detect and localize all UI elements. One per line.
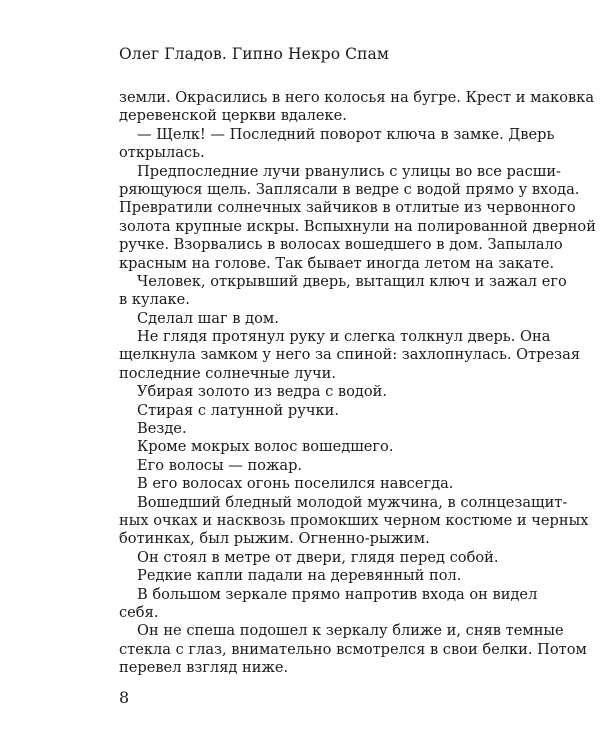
text-line: ручке. Взорвались в волосах вошедшего в дом. Запылало	[119, 236, 563, 254]
text-line: Сделал шаг в дом.	[137, 309, 279, 327]
running-header-title: Олег Гладов. Гипно Некро Спам	[119, 45, 390, 63]
text-line: Превратили солнечных зайчиков в отлитые из червонного	[119, 199, 576, 217]
text-line: Редкие капли падали на деревянный пол.	[137, 567, 462, 585]
text-line: Предпоследние лучи рванулись с улицы во все расши-	[137, 162, 561, 180]
text-line: Стирая с латунной ручки.	[137, 401, 339, 419]
text-line: ботинках, был рыжим. Огненно-рыжим.	[119, 530, 430, 548]
text-line: ных очках и насквозь промокших черном костюме и черных	[119, 511, 589, 529]
text-line: — Щелк! — Последний поворот ключа в замке. Дверь	[137, 125, 555, 143]
text-line: перевел взгляд ниже.	[119, 659, 289, 677]
text-line: Он не спеша подошел к зеркалу ближе и, сняв темные	[137, 622, 564, 640]
text-line: Не глядя протянул руку и слегка толкнул дверь. Она	[137, 328, 551, 346]
text-line: стекла с глаз, внимательно всмотрелся в свои белки. Потом	[119, 640, 587, 658]
text-line: В его волосах огонь поселился навсегда.	[137, 475, 454, 493]
text-line: золота крупные искры. Вспыхнули на полированной дверной	[119, 217, 596, 235]
text-line: Везде.	[137, 420, 187, 438]
text-line: красным на голове. Так бывает иногда летом на закате.	[119, 254, 555, 272]
text-line: Его волосы — пожар.	[137, 456, 303, 474]
page-number: 8	[119, 688, 130, 707]
text-line: В большом зеркале прямо напротив входа он видел	[137, 585, 538, 603]
text-line: открылась.	[119, 144, 205, 162]
text-line: последние солнечные лучи.	[119, 364, 337, 382]
text-line: себя.	[119, 603, 159, 621]
text-line: Убирая золото из ведра с водой.	[137, 383, 388, 401]
text-line: земли. Окрасились в него колосья на бугре. Крест и маковка	[119, 89, 595, 106]
text-line: Кроме мокрых волос вошедшего.	[137, 438, 394, 456]
text-line: Вошедший бледный молодой мужчина, в солнцезащит-	[137, 493, 568, 511]
text-line: деревенской церкви вдалеке.	[119, 107, 347, 125]
text-line: в кулаке.	[119, 291, 190, 309]
text-line: щелкнула замком у него за спиной: захлопнулась. Отрезая	[119, 346, 581, 364]
text-line: Он стоял в метре от двери, глядя перед собой.	[137, 548, 499, 566]
text-line: ряющуюся щель. Заплясали в ведре с водой прямо у входа.	[119, 180, 580, 198]
body-text	[119, 89, 596, 678]
text-line: Человек, открывший дверь, вытащил ключ и зажал его	[137, 272, 567, 290]
